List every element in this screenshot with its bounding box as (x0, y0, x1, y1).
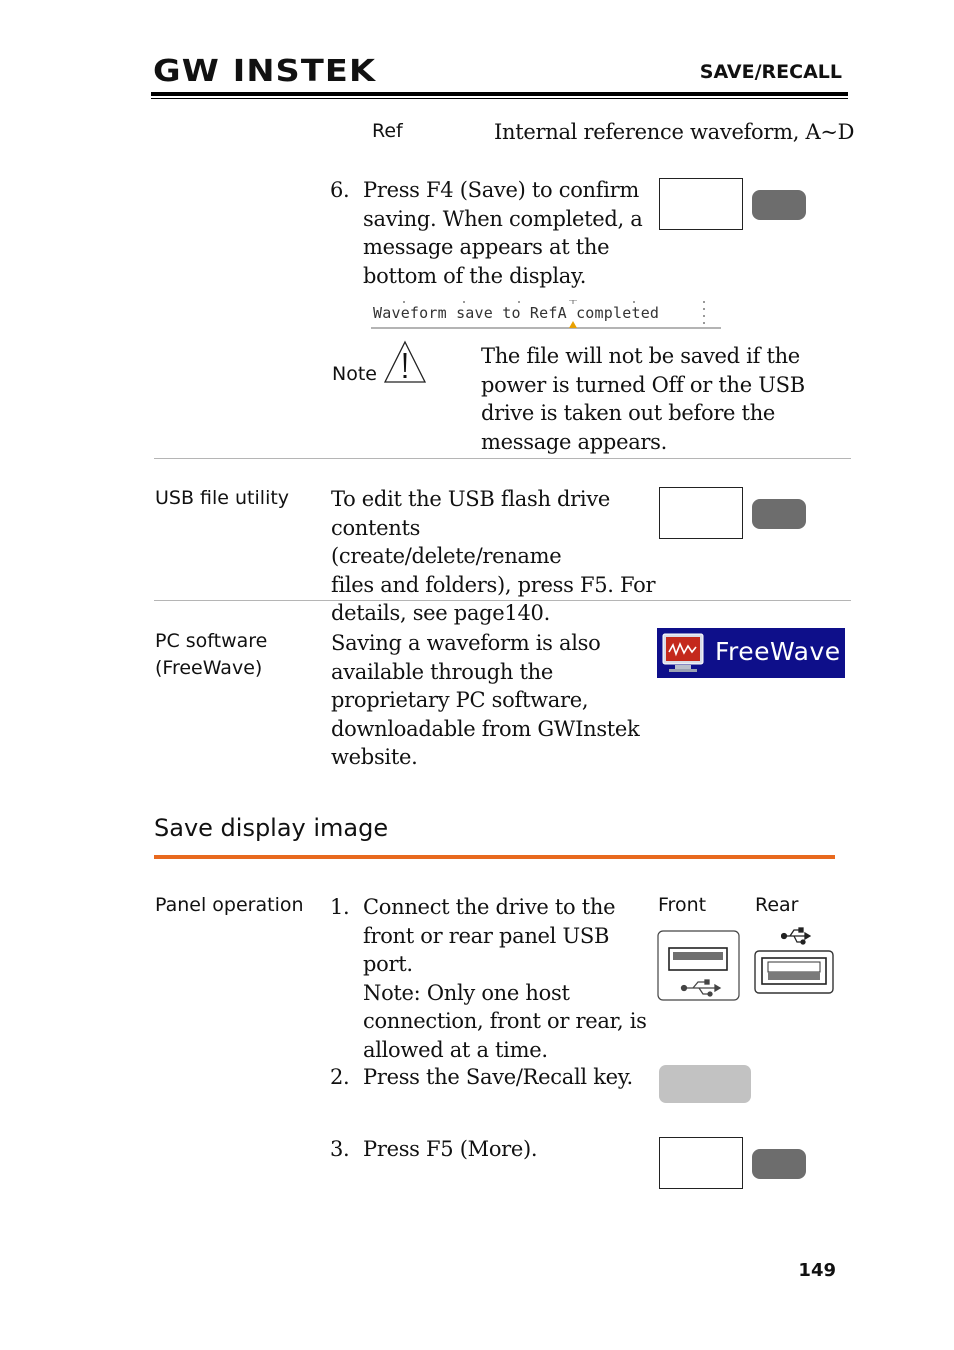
step1-line: Note: Only one host (363, 980, 570, 1005)
heading-rule (154, 855, 835, 859)
step1-line: connection, front or rear, is (363, 1009, 647, 1033)
step3-number: 3. (330, 1137, 350, 1161)
rear-label: Rear (755, 894, 799, 916)
pc-software-label (155, 628, 267, 682)
step1-number: 1. (330, 895, 350, 919)
divider (154, 600, 851, 601)
step3-text: Press F5 (More). (363, 1137, 538, 1161)
rear-usb-port-icon (754, 950, 835, 995)
step6-text (363, 176, 653, 290)
usb-utility-line: details, see page140. (331, 601, 550, 625)
front-label: Front (658, 894, 707, 916)
note-line: power is turned Off or the USB (481, 372, 805, 397)
step1-text (363, 893, 655, 1064)
step1-line: front or rear panel USB port. (363, 923, 610, 976)
ref-description: Internal reference waveform, A~D (494, 120, 855, 144)
step6-line: message appears at the (363, 235, 610, 259)
pc-software-text (331, 629, 651, 772)
note-line: drive is taken out before the (481, 401, 776, 425)
gw-instek-logo: GW INSTEK (153, 54, 377, 89)
pc-software-line: available through the (331, 659, 554, 684)
usb-utility-label: USB file utility (155, 487, 290, 509)
step6-line: Press F4 (Save) to confirm (363, 178, 640, 202)
pc-software-line: downloadable from GWInstek (331, 716, 640, 741)
step2-number: 2. (330, 1065, 350, 1089)
note-text (481, 342, 841, 456)
f4-softkey-display (659, 178, 743, 230)
note-line: The file will not be saved if the (481, 344, 800, 368)
f5-more-softkey-display (659, 1137, 743, 1189)
save-display-image-heading: Save display image (154, 814, 389, 842)
ref-term: Ref (372, 120, 403, 142)
usb-utility-line: contents (create/delete/rename (331, 515, 562, 568)
step6-number: 6. (330, 178, 350, 202)
header-rule-thin (151, 98, 848, 99)
section-title: SAVE/RECALL (699, 61, 842, 83)
step6-line: saving. When completed, a (363, 206, 643, 231)
usb-utility-line: To edit the USB flash drive (331, 487, 611, 511)
pc-software-line: website. (331, 745, 418, 769)
monitor-icon (661, 632, 705, 674)
freewave-logo-text: FreeWave (715, 637, 841, 666)
usb-utility-line: files and folders), press F5. For (331, 572, 656, 597)
pc-software-label-line: PC software (155, 630, 268, 652)
rear-usb-symbol-icon (781, 927, 811, 945)
panel-operation-label: Panel operation (155, 894, 304, 916)
step6-line: bottom of the display. (363, 263, 587, 288)
f5-more-key-button (752, 1149, 806, 1179)
note-label: Note (332, 363, 377, 385)
pc-software-label-line: (FreeWave) (155, 657, 263, 679)
f4-key-button (752, 190, 806, 220)
pc-software-line: Saving a waveform is also (331, 631, 601, 655)
front-usb-port-icon (657, 930, 741, 1002)
divider (154, 458, 851, 459)
save-recall-key-button (659, 1065, 751, 1103)
screen-message-text: Waveform save to RefA completed (373, 304, 660, 322)
page-number: 149 (798, 1260, 836, 1281)
f5-key-button (752, 499, 806, 529)
f5-softkey-display (659, 487, 743, 539)
header-rule (151, 92, 848, 96)
usb-utility-text (331, 485, 656, 628)
note-line: message appears. (481, 429, 668, 454)
warning-icon (383, 340, 427, 384)
pc-software-line: proprietary PC software, (331, 688, 589, 712)
freewave-logo (657, 628, 845, 678)
step1-line: allowed at a time. (363, 1037, 548, 1062)
step1-line: Connect the drive to the (363, 895, 616, 919)
step2-text: Press the Save/Recall key. (363, 1065, 633, 1089)
